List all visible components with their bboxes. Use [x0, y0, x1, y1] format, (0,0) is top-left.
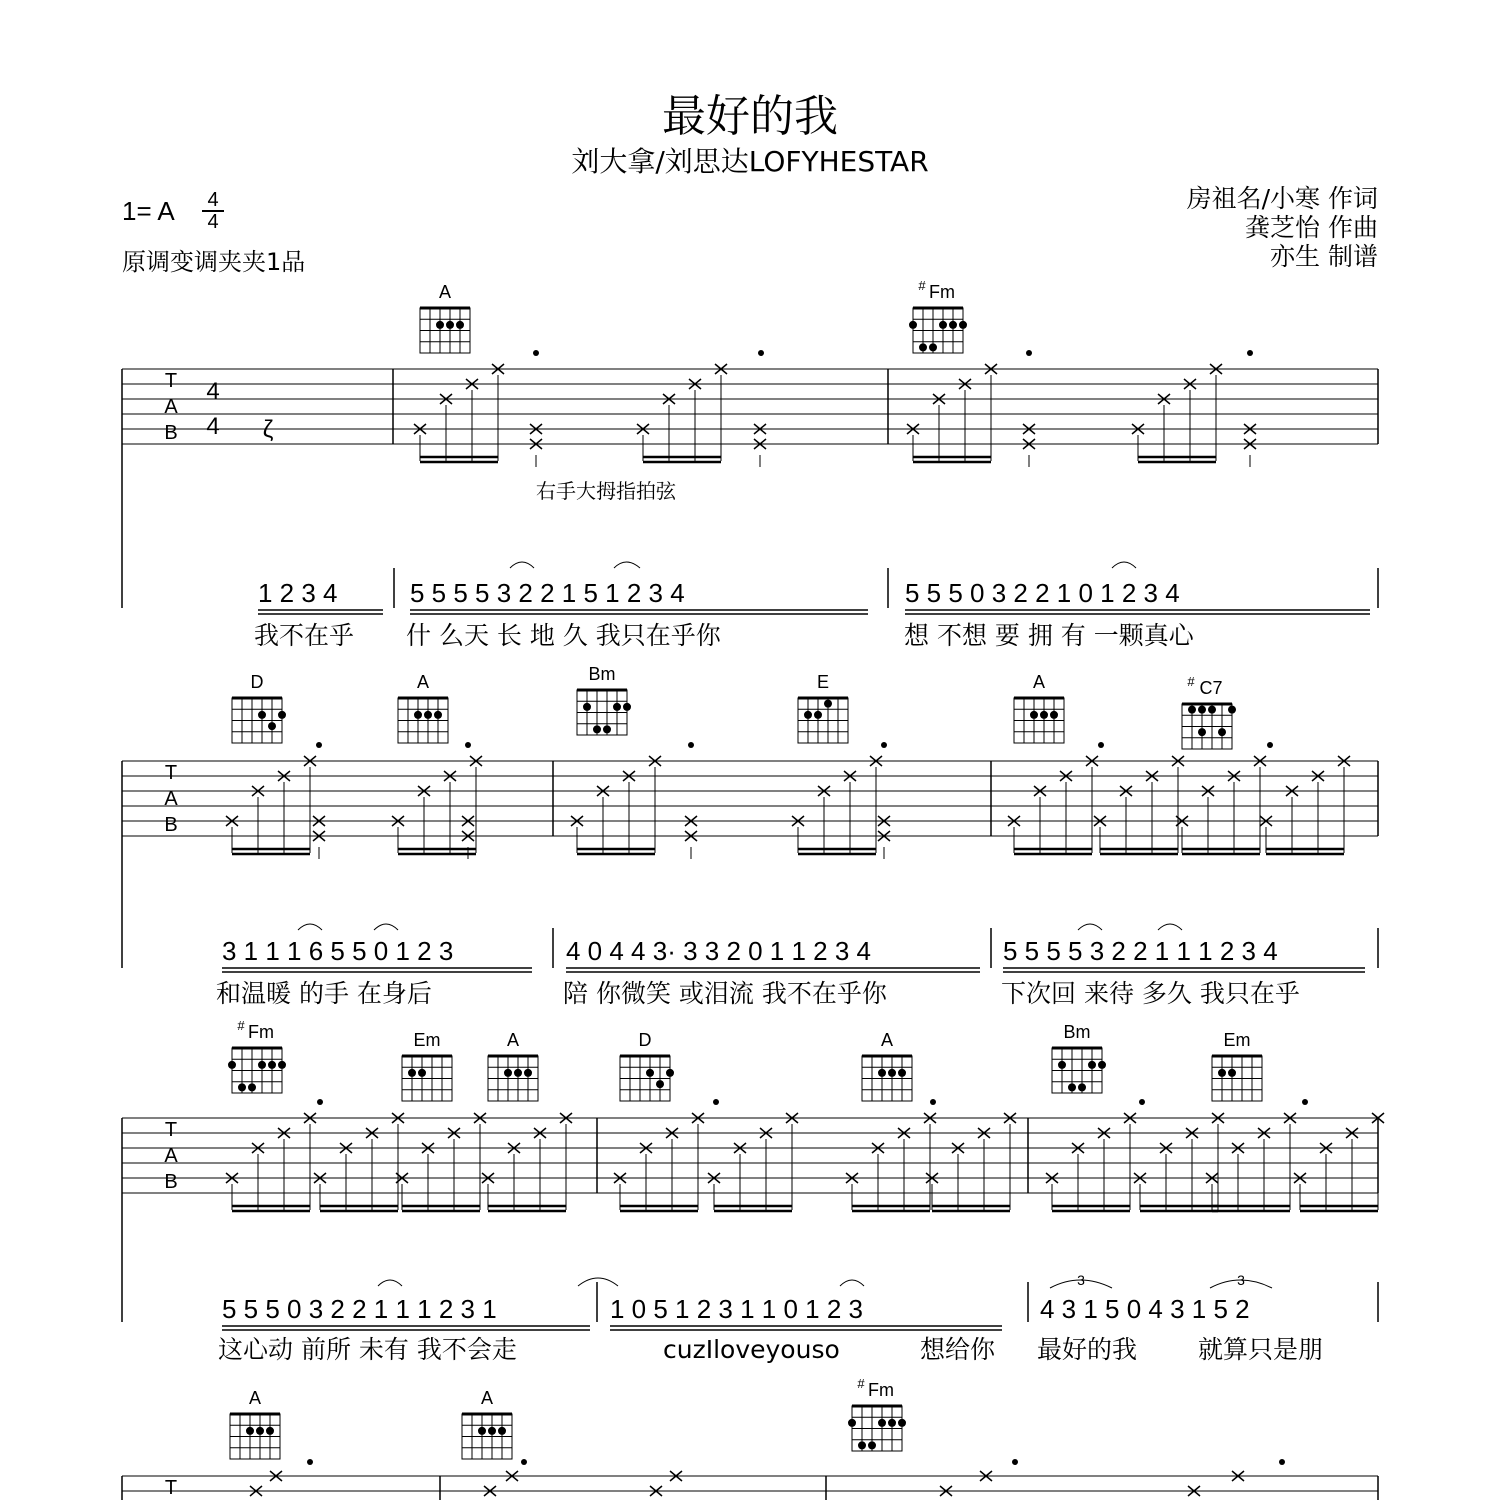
chord-sharp-sign: #	[918, 278, 926, 293]
chord-finger-dot	[824, 700, 832, 708]
staccato-dot	[1267, 742, 1273, 748]
staccato-dot	[316, 742, 322, 748]
chord-finger-dot	[959, 321, 967, 329]
tie-arc	[298, 924, 322, 930]
tie-arc	[510, 562, 534, 568]
chord-finger-dot	[949, 321, 957, 329]
key-signature: 1= A	[122, 196, 175, 226]
chord-finger-dot	[1198, 728, 1206, 736]
chord-finger-dot	[418, 1069, 426, 1077]
chord-finger-dot	[593, 725, 601, 733]
chord-sharp-sign: #	[857, 1376, 865, 1391]
lyric-text: 就算只是朋	[1198, 1335, 1324, 1364]
lyric-text: 想 不想 要 拥 有 一颗真心	[904, 621, 1194, 650]
chord-name: Em	[413, 1030, 441, 1050]
staccato-dot	[1247, 350, 1253, 356]
chord-name: A	[506, 1030, 520, 1050]
chord-finger-dot	[888, 1069, 896, 1077]
tie-arc	[378, 1280, 402, 1286]
chord-finger-dot	[848, 1419, 856, 1427]
chord-finger-dot	[268, 722, 276, 730]
chord-finger-dot	[623, 703, 631, 711]
chord-finger-dot	[456, 321, 464, 329]
chord-finger-dot	[1050, 711, 1058, 719]
chord-finger-dot	[446, 321, 454, 329]
numbered-notation: 5 5 5 0 3 2 2 1 0 1 2 3 4	[905, 578, 1180, 608]
chord-finger-dot	[258, 711, 266, 719]
tab-clef-b: B	[164, 814, 178, 836]
chord-finger-dot	[524, 1069, 532, 1077]
tab-clef-t: T	[164, 1119, 178, 1141]
chord-finger-dot	[1030, 711, 1038, 719]
chord-name: Fm	[868, 1380, 894, 1400]
tab-clef-a: A	[164, 396, 178, 418]
chord-finger-dot	[1088, 1061, 1096, 1069]
numbered-notation: 1 0 5 1 2 3 1 1 0 1 2 3	[610, 1294, 863, 1324]
tie-arc	[1112, 562, 1136, 568]
chord-name: A	[416, 672, 430, 692]
numbered-notation: 1 2 3 4	[258, 578, 338, 608]
staccato-dot	[1026, 350, 1032, 356]
song-title: 最好的我	[662, 91, 838, 142]
chord-name: Em	[1223, 1030, 1251, 1050]
arranger-credit: 亦生 制谱	[1270, 242, 1378, 271]
chord-finger-dot	[1058, 1061, 1066, 1069]
tie-arc	[578, 1278, 618, 1286]
chord-finger-dot	[666, 1069, 674, 1077]
chord-name: D	[250, 672, 264, 692]
chord-finger-dot	[656, 1080, 664, 1088]
chord-finger-dot	[939, 321, 947, 329]
tab-time-bottom: 4	[206, 413, 220, 440]
tie-arc	[1158, 924, 1182, 930]
staccato-dot	[1139, 1099, 1145, 1105]
staccato-dot	[930, 1099, 936, 1105]
chord-finger-dot	[919, 343, 927, 351]
chord-finger-dot	[814, 711, 822, 719]
staccato-dot	[1279, 1459, 1285, 1465]
tie-arc	[374, 924, 398, 930]
staccato-dot	[758, 350, 764, 356]
chord-finger-dot	[898, 1419, 906, 1427]
tab-clef-t: T	[164, 1477, 178, 1499]
chord-finger-dot	[1208, 706, 1216, 714]
chord-finger-dot	[1228, 1069, 1236, 1077]
chord-finger-dot	[858, 1441, 866, 1449]
numbered-notation: 4 0 4 4 3· 3 3 2 0 1 1 2 3 4	[566, 936, 872, 966]
chord-finger-dot	[498, 1427, 506, 1435]
chord-name: Fm	[929, 282, 955, 302]
composer-credit: 龚芝怡 作曲	[1245, 213, 1378, 242]
chord-finger-dot	[804, 711, 812, 719]
chord-name: A	[480, 1388, 494, 1408]
chord-name: D	[638, 1030, 652, 1050]
chord-finger-dot	[248, 1083, 256, 1091]
chord-finger-dot	[878, 1419, 886, 1427]
chord-finger-dot	[278, 1061, 286, 1069]
chord-finger-dot	[1228, 706, 1236, 714]
numbered-notation: 5 5 5 5 3 2 2 1 5 1 2 3 4	[410, 578, 685, 608]
tie-arc	[1078, 924, 1102, 930]
lyric-text: cuzIloveyouso	[663, 1335, 840, 1364]
tab-clef-b: B	[164, 422, 178, 444]
chord-finger-dot	[258, 1061, 266, 1069]
chord-finger-dot	[504, 1069, 512, 1077]
tab-clef-a: A	[164, 788, 178, 810]
staccato-dot	[688, 742, 694, 748]
lyric-text: 陪 你微笑 或泪流 我不在乎你	[563, 979, 887, 1008]
chord-finger-dot	[1198, 706, 1206, 714]
staccato-dot	[713, 1099, 719, 1105]
staccato-dot	[465, 742, 471, 748]
chord-finger-dot	[268, 1061, 276, 1069]
chord-name: A	[880, 1030, 894, 1050]
chord-finger-dot	[888, 1419, 896, 1427]
lyricist-credit: 房祖名/小寒 作词	[1186, 184, 1378, 213]
chord-name: A	[1032, 672, 1046, 692]
chord-finger-dot	[613, 703, 621, 711]
chord-finger-dot	[414, 711, 422, 719]
chord-name: A	[438, 282, 452, 302]
staccato-dot	[307, 1459, 313, 1465]
chord-finger-dot	[266, 1427, 274, 1435]
numbered-notation: 3 1 1 1 6 5 5 0 1 2 3	[222, 936, 454, 966]
chord-name: Fm	[248, 1022, 274, 1042]
right-hand-annotation: 右手大拇指拍弦	[536, 479, 676, 503]
numbered-notation: 5 5 5 5 3 2 2 1 1 1 2 3 4	[1003, 936, 1278, 966]
tab-clef-t: T	[164, 370, 178, 392]
lyric-text: 最好的我	[1037, 1335, 1138, 1364]
chord-finger-dot	[228, 1061, 236, 1069]
chord-finger-dot	[603, 725, 611, 733]
numbered-notation: 4 3 1 5 0 4 3 1 5 2	[1040, 1294, 1250, 1324]
numbered-notation: 5 5 5 0 3 2 2 1 1 1 2 3 1	[222, 1294, 497, 1324]
rest-symbol: ζ	[262, 416, 274, 443]
lyric-text: 想给你	[920, 1335, 996, 1364]
staccato-dot	[1098, 742, 1104, 748]
staccato-dot	[1302, 1099, 1308, 1105]
chord-finger-dot	[646, 1069, 654, 1077]
chord-finger-dot	[478, 1427, 486, 1435]
staccato-dot	[881, 742, 887, 748]
chord-finger-dot	[434, 711, 442, 719]
time-signature-top: 4	[207, 189, 219, 211]
tab-clef-b: B	[164, 1171, 178, 1193]
staccato-dot	[317, 1099, 323, 1105]
tuplet-number: 3	[1237, 1272, 1245, 1288]
chord-finger-dot	[1098, 1061, 1106, 1069]
chord-name: A	[248, 1388, 262, 1408]
chord-finger-dot	[424, 711, 432, 719]
chord-sharp-sign: #	[1187, 674, 1195, 689]
chord-name: Bm	[1063, 1022, 1091, 1042]
song-artist: 刘大拿/刘思达LOFYHESTAR	[571, 145, 929, 178]
chord-finger-dot	[868, 1441, 876, 1449]
chord-name: E	[816, 672, 830, 692]
staccato-dot	[1012, 1459, 1018, 1465]
tuplet-number: 3	[1077, 1272, 1085, 1288]
staccato-dot	[533, 350, 539, 356]
tab-clef-a: A	[164, 1145, 178, 1167]
chord-finger-dot	[514, 1069, 522, 1077]
time-signature-bottom: 4	[207, 211, 219, 233]
staccato-dot	[521, 1459, 527, 1465]
lyric-text: 我不在乎	[254, 621, 355, 650]
chord-finger-dot	[1040, 711, 1048, 719]
tie-arc	[840, 1280, 864, 1286]
lyric-text: 什 么天 长 地 久 我只在乎你	[406, 621, 721, 650]
chord-sharp-sign: #	[237, 1018, 245, 1033]
chord-finger-dot	[1218, 1069, 1226, 1077]
chord-finger-dot	[238, 1083, 246, 1091]
chord-finger-dot	[1068, 1083, 1076, 1091]
lyric-text: 这心动 前所 未有 我不会走	[218, 1335, 517, 1364]
chord-finger-dot	[436, 321, 444, 329]
tab-clef-t: T	[164, 762, 178, 784]
chord-finger-dot	[1188, 706, 1196, 714]
chord-finger-dot	[488, 1427, 496, 1435]
chord-finger-dot	[278, 711, 286, 719]
lyric-text: 和温暖 的手 在身后	[216, 979, 432, 1008]
chord-finger-dot	[256, 1427, 264, 1435]
chord-finger-dot	[408, 1069, 416, 1077]
chord-finger-dot	[878, 1069, 886, 1077]
chord-finger-dot	[1078, 1083, 1086, 1091]
chord-finger-dot	[583, 703, 591, 711]
chord-finger-dot	[909, 321, 917, 329]
lyric-text: 下次回 来待 多久 我只在乎	[1001, 979, 1300, 1008]
tab-time-top: 4	[206, 378, 220, 405]
chord-name: Bm	[588, 664, 616, 684]
chord-finger-dot	[898, 1069, 906, 1077]
chord-finger-dot	[1218, 728, 1226, 736]
chord-finger-dot	[246, 1427, 254, 1435]
tie-arc	[614, 562, 640, 568]
chord-finger-dot	[929, 343, 937, 351]
capo-note: 原调变调夹夹1品	[122, 248, 306, 276]
chord-name: C7	[1199, 678, 1223, 698]
